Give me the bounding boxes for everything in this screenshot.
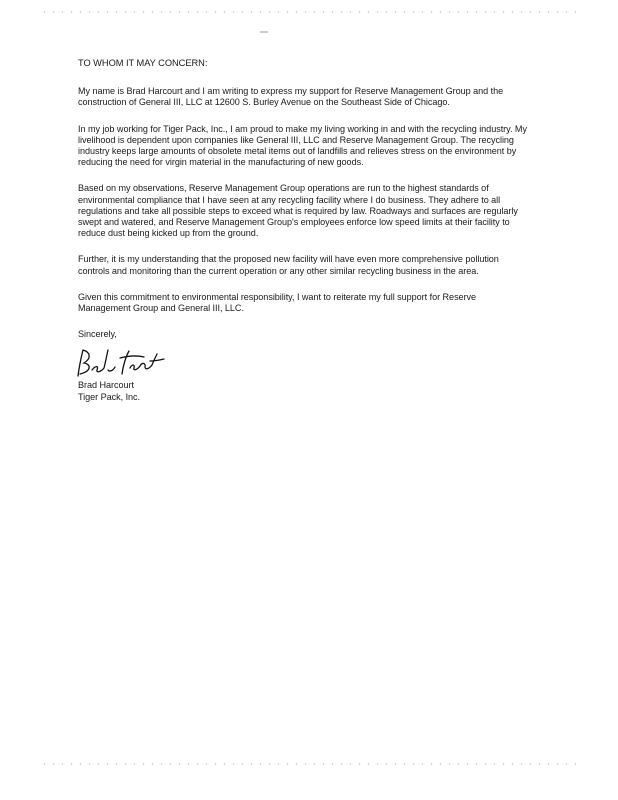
scan-artifact-top (40, 10, 580, 14)
letter-body (78, 58, 530, 403)
paragraph-observations: Based on my observations, Reserve Management Group operations are run to the highest standards of environmental compliance that I have seen at any recycling facility where I do business. They adhere to all regulations and take all possible steps to exceed what is required by law. Roadways and surfaces are regularly swept and watered, and Reserve Management Group's employees enforce low speed limits at their facility to reduce dust being kicked up from the ground. (78, 183, 518, 239)
scan-artifact-mark (260, 31, 268, 33)
paragraph-employment: In my job working for Tiger Pack, Inc., I am proud to make my living working in and with the recycling industry. My livelihood is dependent upon companies like General III, LLC and Reserve Management Group. The recycling industry keeps large amounts of obsolete metal items out of landfills and relieves stress on the environment by reducing the need for virgin material in the manufacturing of new goods. (78, 123, 527, 168)
paragraph-support: Given this commitment to environmental responsibility, I want to reiterate my full support for Reserve Management Group and General III, LLC. (78, 291, 477, 314)
signer-organization: Tiger Pack, Inc. (78, 391, 141, 402)
paragraph-proposed-facility: Further, it is my understanding that the proposed new facility will have even more comprehensive pollution controls and monitoring than the current operation or any other similar recycling business in the area. (78, 254, 499, 276)
scan-artifact-bottom (40, 762, 580, 766)
handwritten-signature (68, 346, 168, 380)
signer-name: Brad Harcourt (78, 380, 134, 391)
closing: Sincerely, (78, 329, 117, 340)
salutation: TO WHOM IT MAY CONCERN: (78, 58, 208, 68)
paragraph-introduction: My name is Brad Harcourt and I am writing to express my support for Reserve Management Group and the construction of General III, LLC at 12600 S. Burley Avenue on the Southeast Side of Chicago. (78, 86, 504, 108)
